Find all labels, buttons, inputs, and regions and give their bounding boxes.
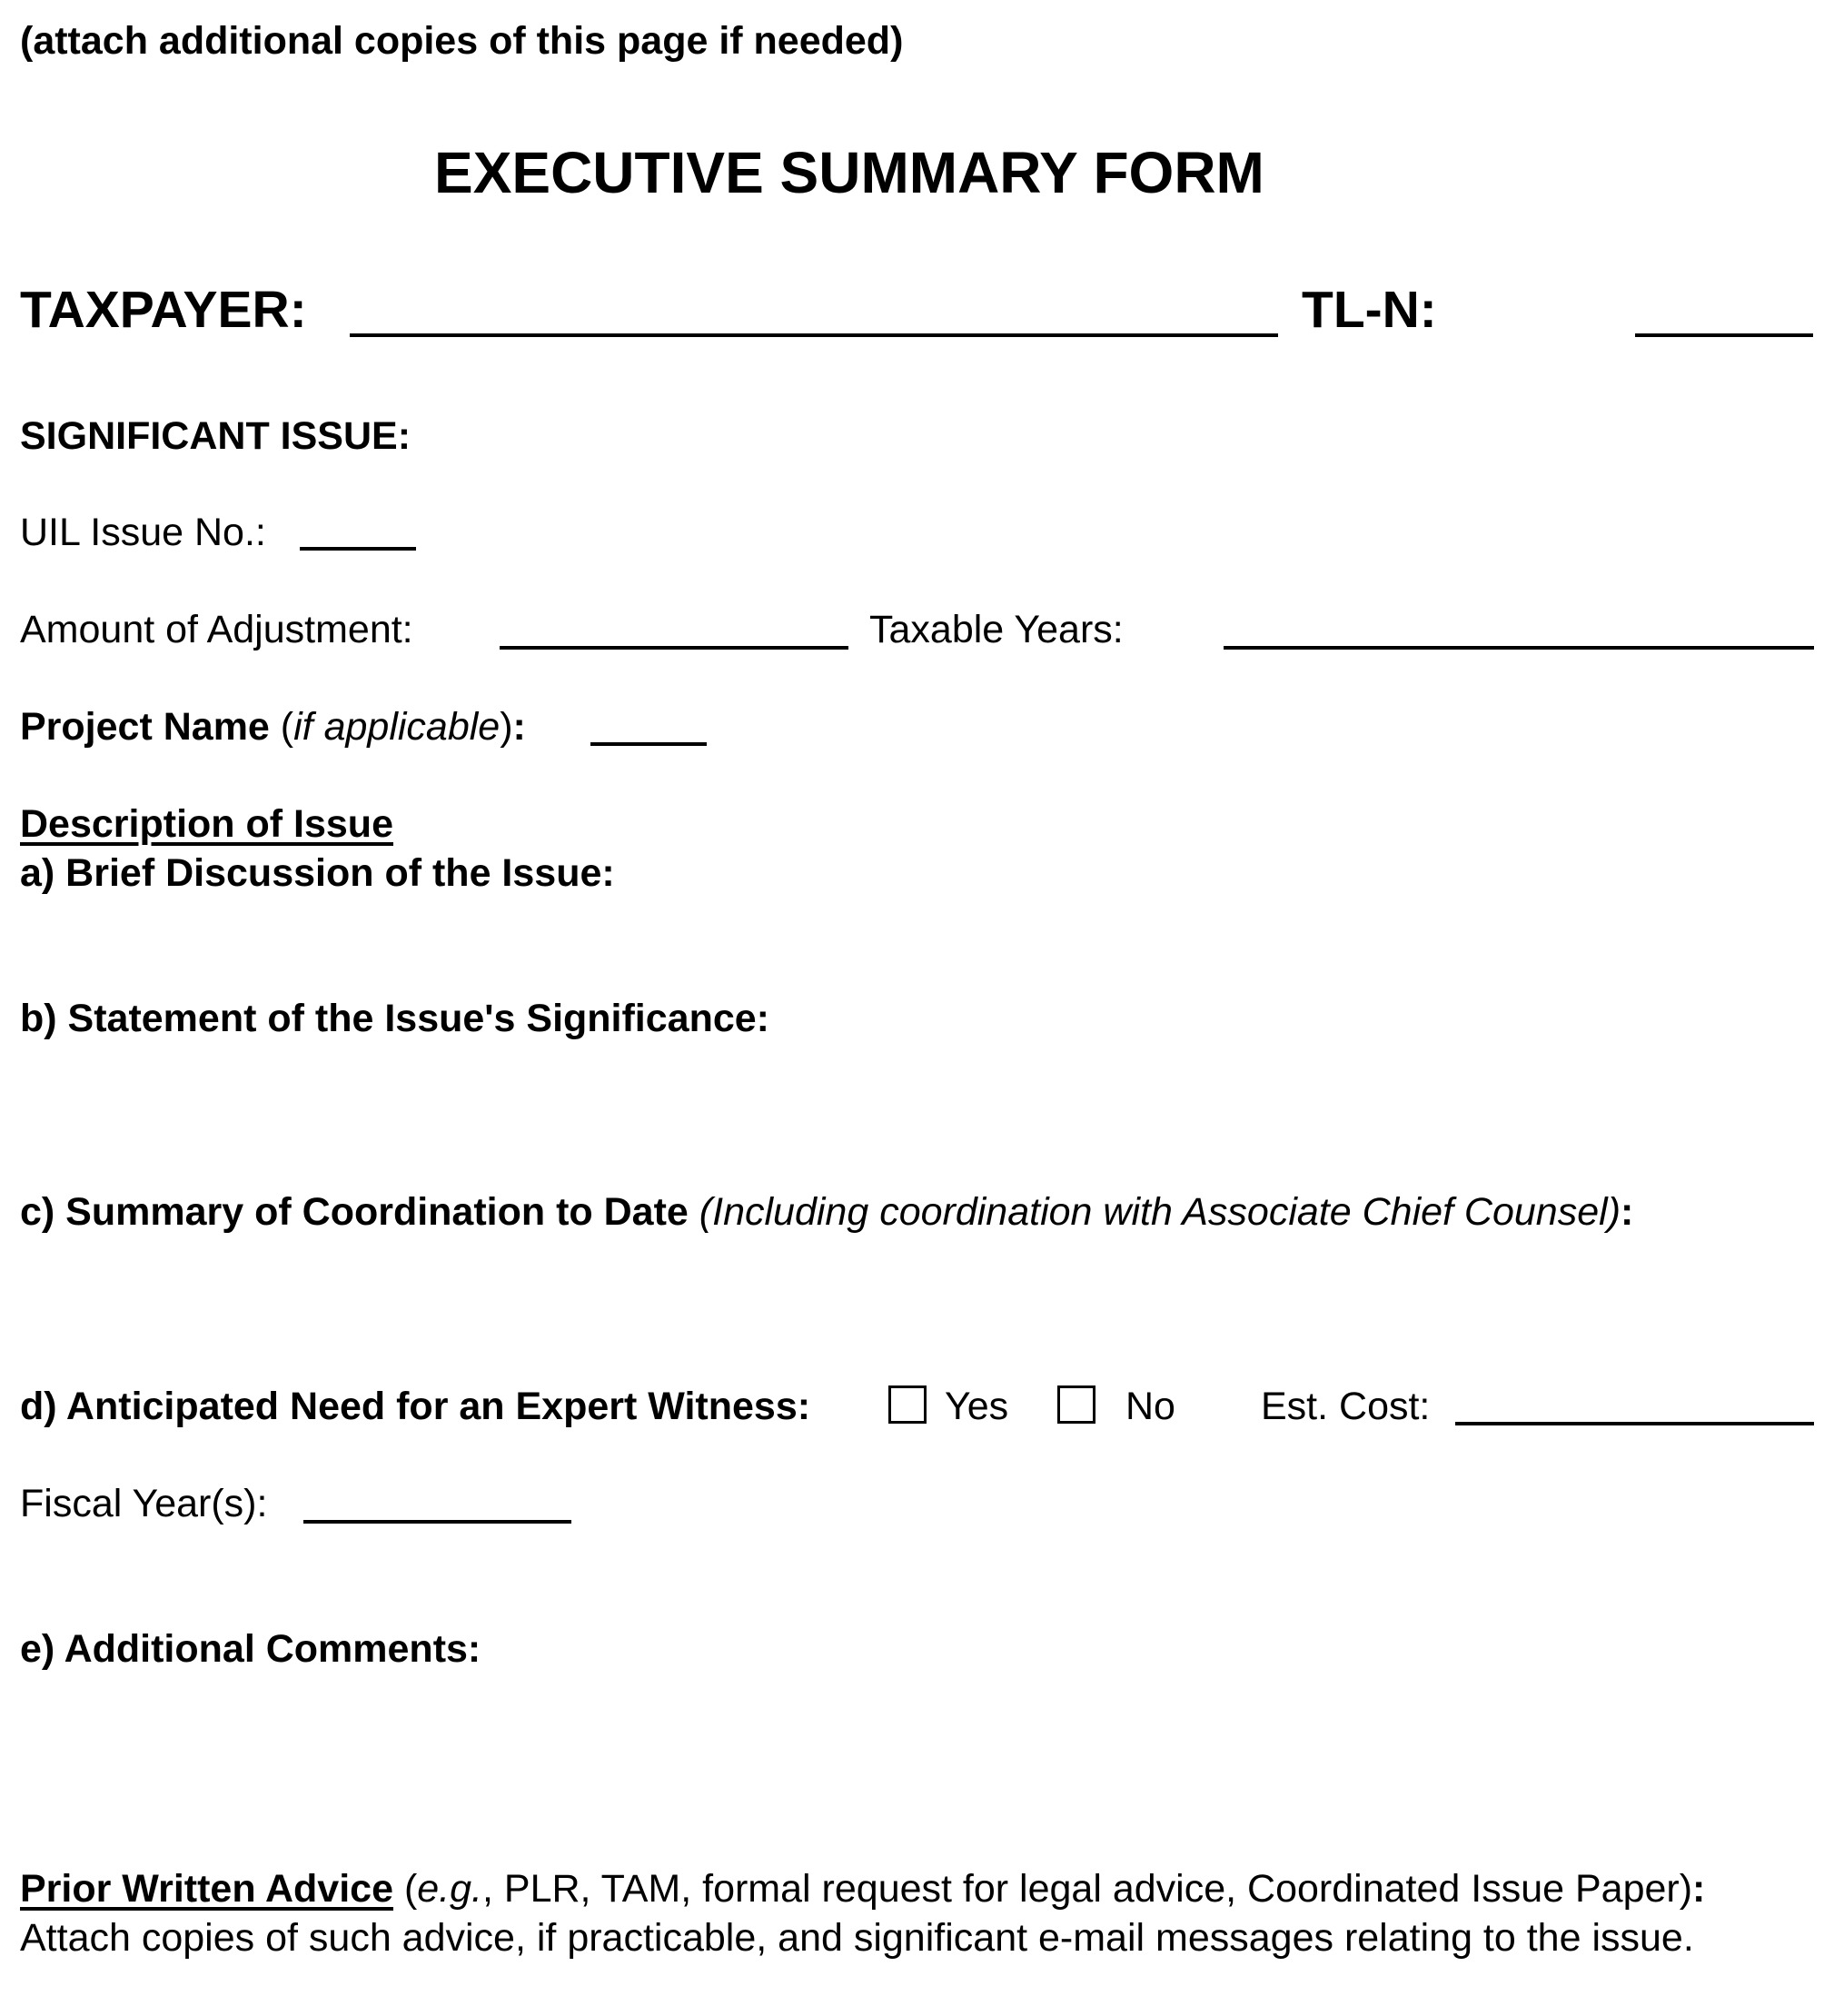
tln-label: TL-N: xyxy=(1302,281,1437,339)
uil-issue-field[interactable] xyxy=(300,547,416,551)
expert-witness-yes-checkbox[interactable] xyxy=(888,1385,927,1424)
prior-advice-colon: : xyxy=(1692,1867,1706,1911)
project-name-qualifier-close: ) xyxy=(500,705,513,749)
taxpayer-label: TAXPAYER: xyxy=(20,281,307,339)
coordination-summary-field[interactable] xyxy=(20,1240,1814,1385)
amount-of-adjustment-field[interactable] xyxy=(500,646,848,650)
expert-witness-no-checkbox[interactable] xyxy=(1057,1385,1095,1424)
coordination-summary-label: c) Summary of Coordination to Date xyxy=(20,1190,689,1234)
project-name-colon: : xyxy=(512,705,526,749)
brief-discussion-label: a) Brief Discussion of the Issue: xyxy=(20,851,615,895)
coordination-summary-row xyxy=(20,1190,1634,1234)
prior-advice-instruction: Attach copies of such advice, if practicable, and significant e-mail messages relating to the issue. xyxy=(20,1916,1694,1960)
prior-advice-eg: e.g. xyxy=(417,1867,482,1911)
fiscal-years-field[interactable] xyxy=(303,1520,571,1524)
prior-written-advice-paragraph xyxy=(20,1864,1814,1962)
taxable-years-label: Taxable Years: xyxy=(869,608,1124,651)
expert-witness-label: d) Anticipated Need for an Expert Witness: xyxy=(20,1385,811,1428)
expert-witness-yes-label: Yes xyxy=(945,1385,1009,1428)
project-name-row xyxy=(20,705,526,749)
additional-comments-label: e) Additional Comments: xyxy=(20,1627,481,1671)
attach-copies-note: (attach additional copies of this page if needed) xyxy=(20,19,904,63)
taxable-years-field[interactable] xyxy=(1224,646,1814,650)
coordination-summary-qualifier: (Including coordination with Associate Chief Counsel) xyxy=(699,1190,1621,1234)
additional-comments-field[interactable] xyxy=(20,1676,1814,1849)
est-cost-field[interactable] xyxy=(1455,1422,1814,1425)
issue-significance-label: b) Statement of the Issue's Significance: xyxy=(20,997,769,1040)
amount-of-adjustment-label: Amount of Adjustment: xyxy=(20,608,413,651)
significant-issue-heading: SIGNIFICANT ISSUE: xyxy=(20,414,411,458)
prior-written-advice-heading: Prior Written Advice xyxy=(20,1867,393,1911)
project-name-field[interactable] xyxy=(590,742,707,746)
prior-advice-examples: , PLR, TAM, formal request for legal advice, Coordinated Issue Paper) xyxy=(482,1867,1693,1911)
description-of-issue-heading: Description of Issue xyxy=(20,802,393,846)
prior-advice-paren-open: ( xyxy=(403,1867,418,1911)
expert-witness-no-label: No xyxy=(1125,1385,1175,1428)
project-name-label: Project Name xyxy=(20,705,270,749)
brief-discussion-field[interactable] xyxy=(20,899,1814,999)
fiscal-years-label: Fiscal Year(s): xyxy=(20,1482,268,1525)
project-name-qualifier: if applicable xyxy=(293,705,501,749)
coordination-summary-colon: : xyxy=(1621,1190,1634,1234)
project-name-qualifier-open: ( xyxy=(280,705,294,749)
uil-issue-label: UIL Issue No.: xyxy=(20,511,266,554)
est-cost-label: Est. Cost: xyxy=(1261,1385,1431,1428)
page-title: EXECUTIVE SUMMARY FORM xyxy=(434,140,1264,205)
taxpayer-field[interactable] xyxy=(350,333,1278,337)
issue-significance-field[interactable] xyxy=(20,1045,1814,1190)
tln-field[interactable] xyxy=(1635,333,1813,337)
